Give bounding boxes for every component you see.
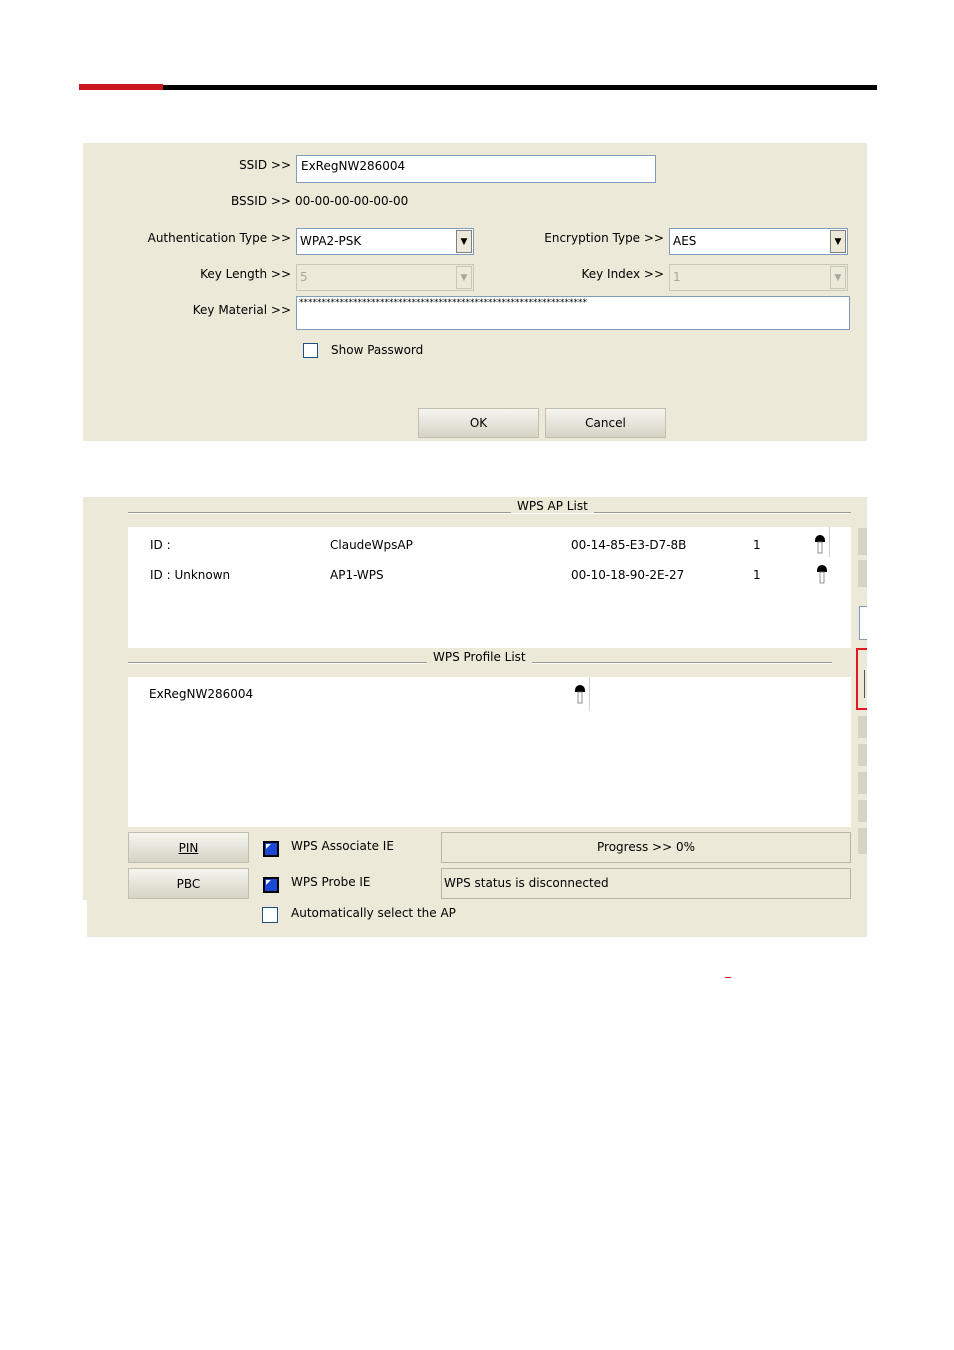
key-index-value: 1 bbox=[673, 270, 681, 284]
hyperlink-mark bbox=[725, 977, 731, 978]
profile-settings-panel bbox=[83, 143, 867, 441]
ap-name: AP1-WPS bbox=[330, 568, 384, 582]
ap-mac: 00-14-85-E3-D7-8B bbox=[571, 538, 687, 552]
progress-display bbox=[441, 832, 851, 863]
key-material-label: Key Material >> bbox=[192, 303, 291, 317]
profile-list-title: WPS Profile List bbox=[427, 650, 532, 664]
encryption-type-value: AES bbox=[673, 234, 697, 248]
key-material-input[interactable]: **************************************************************** bbox=[296, 296, 850, 330]
ok-button[interactable]: OK bbox=[418, 408, 539, 438]
key-index-label: Key Index >> bbox=[581, 267, 664, 281]
auth-type-value: WPA2-PSK bbox=[300, 234, 362, 248]
key-length-value: 5 bbox=[300, 270, 308, 284]
ap-mac: 00-10-18-90-2E-27 bbox=[571, 568, 685, 582]
side-button-clipped[interactable] bbox=[858, 744, 867, 766]
wps-probe-ie-checkbox[interactable] bbox=[263, 877, 279, 893]
ap-name: ClaudeWpsAP bbox=[330, 538, 413, 552]
wps-associate-ie-label: WPS Associate IE bbox=[291, 839, 394, 853]
auth-type-select[interactable] bbox=[296, 228, 474, 255]
side-button-clipped[interactable] bbox=[858, 528, 867, 555]
side-button-clipped[interactable] bbox=[858, 716, 867, 738]
button-edge bbox=[864, 670, 868, 698]
wps-ap-list[interactable] bbox=[128, 527, 851, 648]
side-button-clipped[interactable] bbox=[858, 772, 867, 794]
chevron-down-icon[interactable]: ▼ bbox=[456, 230, 472, 253]
key-length-label: Key Length >> bbox=[200, 267, 291, 281]
wps-panel-footer bbox=[87, 900, 867, 937]
key-length-select bbox=[296, 264, 474, 291]
side-button-clipped[interactable] bbox=[858, 560, 867, 587]
auto-select-ap-label: Automatically select the AP bbox=[291, 906, 456, 920]
ap-id: ID : Unknown bbox=[150, 568, 231, 582]
show-password-label: Show Password bbox=[331, 343, 424, 357]
pin-button[interactable]: PIN bbox=[128, 832, 249, 863]
key-index-select bbox=[669, 264, 848, 291]
wps-status-text: WPS status is disconnected bbox=[444, 876, 609, 890]
auto-select-ap-checkbox[interactable] bbox=[262, 907, 278, 923]
ap-list-title: WPS AP List bbox=[511, 499, 594, 513]
ap-channel: 1 bbox=[753, 568, 761, 582]
column-divider bbox=[589, 677, 590, 711]
key-icon bbox=[814, 532, 826, 554]
header-accent-bar bbox=[79, 84, 163, 90]
chevron-down-icon: ▼ bbox=[830, 266, 846, 289]
wps-profile-list[interactable] bbox=[128, 677, 851, 827]
auth-type-label: Authentication Type >> bbox=[147, 231, 291, 245]
ap-list-divider bbox=[128, 512, 851, 514]
profile-name: ExRegNW286004 bbox=[149, 687, 254, 701]
wps-probe-ie-label: WPS Probe IE bbox=[291, 875, 371, 889]
key-icon bbox=[574, 682, 586, 704]
ap-channel: 1 bbox=[753, 538, 761, 552]
bssid-value: 00-00-00-00-00-00 bbox=[295, 194, 409, 208]
pbc-button[interactable]: PBC bbox=[128, 868, 249, 899]
chevron-down-icon: ▼ bbox=[456, 266, 472, 289]
side-button-clipped[interactable] bbox=[859, 606, 867, 640]
progress-text: Progress >> 0% bbox=[597, 840, 695, 854]
side-button-clipped[interactable] bbox=[858, 800, 867, 822]
wps-status-display bbox=[441, 868, 851, 899]
wps-associate-ie-checkbox[interactable] bbox=[263, 841, 279, 857]
header-rule bbox=[163, 85, 877, 90]
highlighted-side-button[interactable] bbox=[856, 648, 867, 710]
bssid-label: BSSID >> bbox=[231, 194, 291, 208]
encryption-type-select[interactable] bbox=[669, 228, 848, 255]
ssid-input[interactable]: ExRegNW286004 bbox=[296, 155, 656, 183]
chevron-down-icon[interactable]: ▼ bbox=[830, 230, 846, 253]
ap-id: ID : bbox=[150, 538, 171, 552]
ssid-label: SSID >> bbox=[239, 158, 291, 172]
show-password-checkbox[interactable] bbox=[303, 343, 318, 358]
side-button-clipped[interactable] bbox=[858, 828, 867, 854]
column-divider bbox=[829, 527, 830, 557]
encryption-type-label: Encryption Type >> bbox=[544, 231, 664, 245]
cancel-button[interactable]: Cancel bbox=[545, 408, 666, 438]
key-icon bbox=[816, 562, 828, 584]
